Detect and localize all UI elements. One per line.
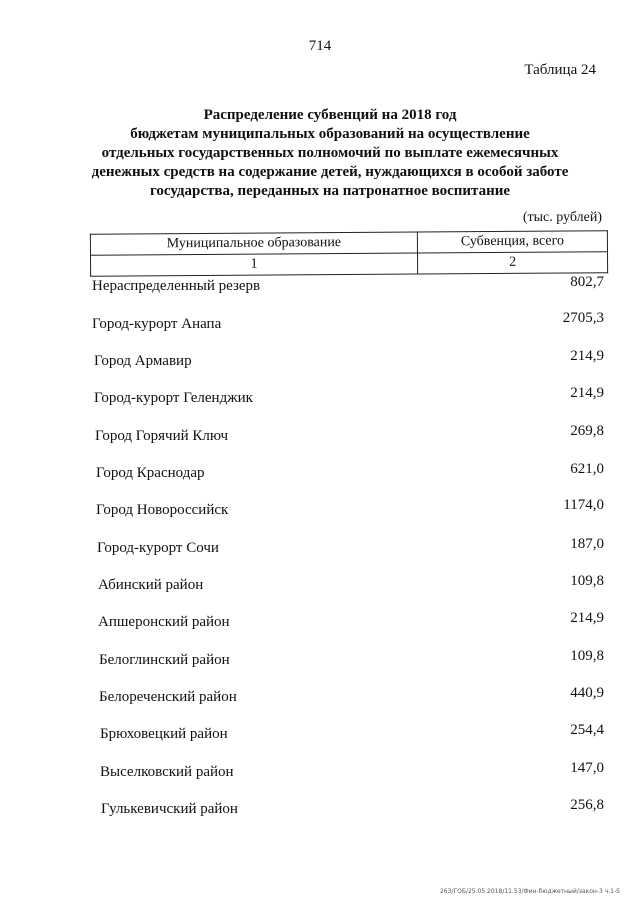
municipality-name: Город Горячий Ключ [95, 428, 229, 444]
municipality-name: Белореченский район [99, 689, 237, 705]
title-line: государства, переданных на патронатное воспитание [149, 183, 511, 199]
table-row [0, 573, 640, 601]
municipality-name: Выселковский район [100, 764, 234, 780]
title-line: отдельных государственных полномочий по выплате ежемесячных [101, 145, 559, 161]
table-row [0, 461, 640, 489]
title-line: денежных средств на содержание детей, нуждающихся в особой заботе [91, 164, 569, 180]
units-label: (тыс. рублей) [522, 210, 602, 225]
municipality-name: Брюховецкий район [100, 726, 228, 742]
table-row [0, 385, 640, 414]
table-row [0, 797, 640, 825]
table-row [0, 685, 640, 713]
table-row [0, 760, 640, 788]
column-number-1: 1 [91, 253, 418, 276]
municipality-name: Город-курорт Сочи [97, 540, 219, 556]
subvention-value: 214,9 [570, 348, 604, 364]
footer-stamp: 263/ГОБ/25.05.2018/11.53/Фин-бюджетный/закон-3 ч.1-5 [439, 888, 620, 895]
table-column-numbers-row [91, 252, 608, 277]
municipality-name: Город-курорт Геленджик [94, 390, 253, 406]
table-row [0, 722, 640, 750]
municipality-name: Гулькевичский район [101, 801, 238, 817]
subvention-value: 1174,0 [563, 497, 604, 513]
subvention-value: 214,9 [570, 385, 604, 401]
page-number: 714 [308, 38, 332, 54]
subvention-value: 2705,3 [562, 310, 604, 326]
subvention-value: 109,8 [570, 648, 604, 664]
municipality-name: Город Армавир [94, 353, 192, 369]
document-title [80, 106, 580, 201]
title-line: Распределение субвенций на 2018 год [203, 107, 457, 123]
table-row [0, 497, 640, 526]
column-header-subvention: Субвенция, всего [417, 231, 607, 253]
subvention-value: 256,8 [570, 797, 604, 813]
subvention-value: 621,0 [570, 461, 604, 477]
subvention-value: 214,9 [570, 610, 604, 626]
municipality-name: Нераспределенный резерв [92, 278, 261, 294]
subvention-value: 109,8 [570, 573, 604, 589]
municipality-name: Апшеронский район [98, 614, 230, 630]
municipality-name: Город-курорт Анапа [92, 316, 222, 332]
column-number-2: 2 [417, 252, 607, 274]
table-row [0, 536, 640, 564]
table-row [0, 310, 640, 340]
table-row [0, 610, 640, 638]
table-header [90, 230, 608, 277]
title-line: бюджетам муниципальных образований на осуществление [130, 126, 530, 142]
table-row [0, 274, 640, 302]
subvention-value: 187,0 [570, 536, 604, 552]
subvention-value: 440,9 [570, 685, 604, 701]
column-header-municipality: Муниципальное образование [90, 232, 417, 255]
subvention-value: 802,7 [570, 274, 604, 290]
municipality-name: Абинский район [98, 577, 204, 593]
table-row [0, 348, 640, 377]
subvention-value: 254,4 [570, 722, 604, 738]
municipality-name: Город Краснодар [96, 465, 205, 481]
table-row [0, 648, 640, 676]
municipality-name: Белоглинский район [99, 652, 230, 668]
municipality-name: Город Новороссийск [96, 502, 229, 518]
table-label: Таблица 24 [524, 62, 596, 78]
subvention-value: 147,0 [570, 760, 604, 776]
table-row [0, 423, 640, 452]
subvention-value: 269,8 [570, 423, 604, 439]
